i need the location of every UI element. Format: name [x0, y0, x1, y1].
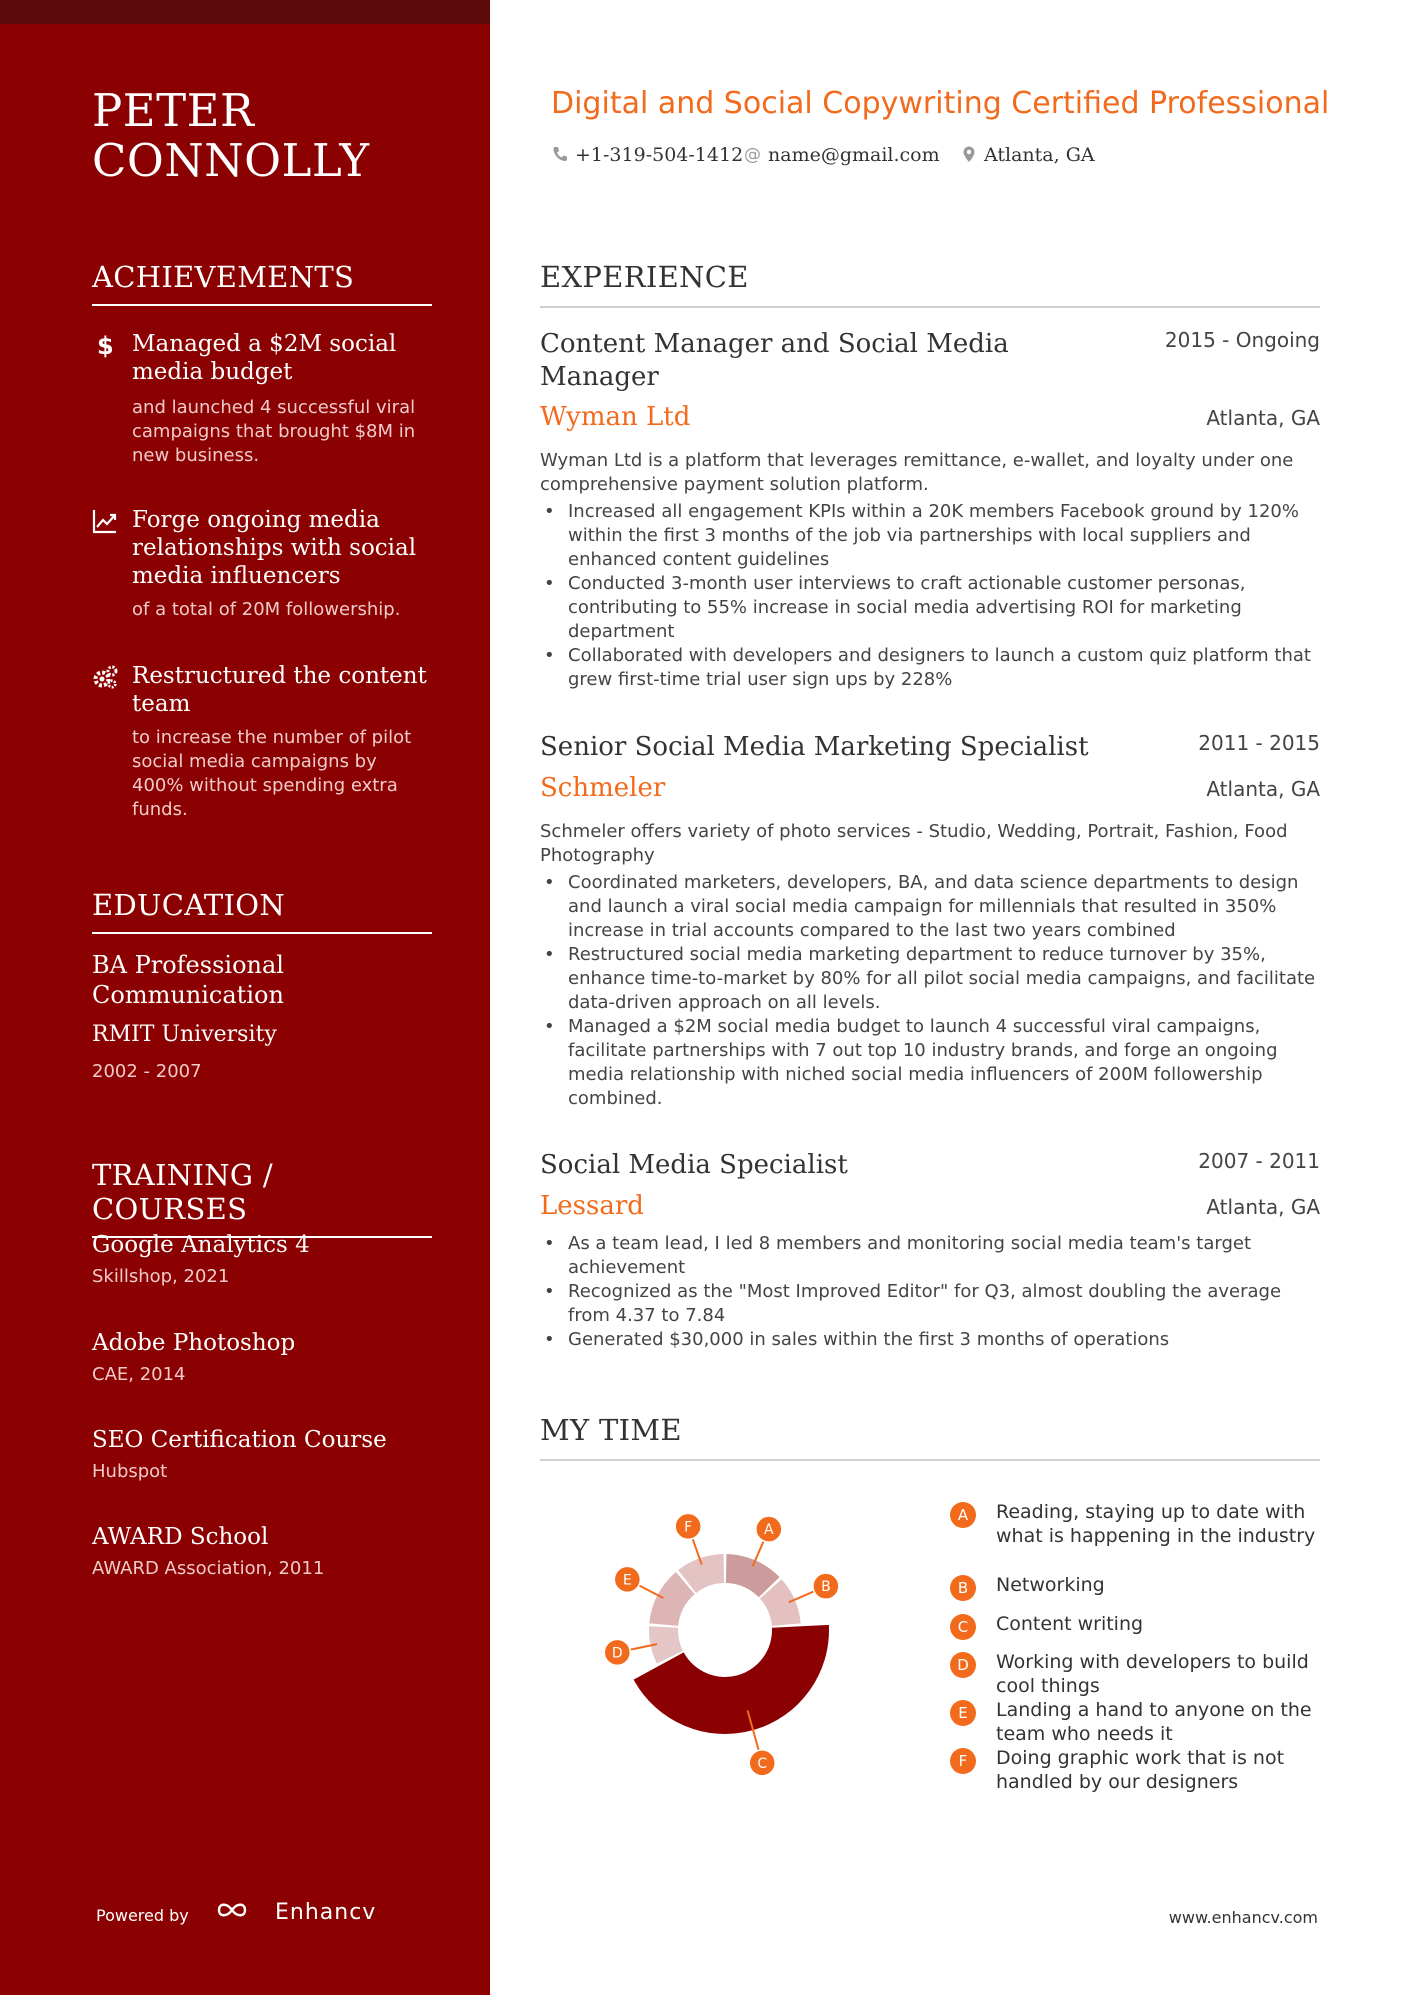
- job-location: Atlanta, GA: [1206, 1195, 1320, 1219]
- contact-email[interactable]: [744, 144, 940, 166]
- legend-badge: C: [950, 1614, 976, 1640]
- course-provider: Hubspot: [92, 1461, 168, 1482]
- achievement-title: Managed a $2M social media budget: [132, 331, 397, 385]
- dollar-icon: [92, 332, 118, 358]
- job-bullet: • Managed a $2M social media budget to launch 4 successful viral campaigns, facilitate partnerships with 7 out top 10 industry brands, and forge an ongoing media relationship with niched social media influencers of 200M followership combined.: [540, 1015, 1320, 1111]
- course-title: SEO Certification Course: [92, 1427, 387, 1453]
- contact-location: [960, 144, 1095, 166]
- gears-icon: [92, 664, 118, 690]
- job-bullet: • As a team lead, I led 8 members and monitoring social media team's target achievement: [540, 1232, 1320, 1280]
- education-title: EDUCATION: [92, 888, 432, 934]
- achievement-title: Forge ongoing media relationships with social media influencers: [132, 507, 417, 589]
- achievement-desc: to increase the number of pilot social media campaigns by 400% without spending extra funds.: [132, 727, 412, 820]
- job-bullet: • Increased all engagement KPIs within a 20K members Facebook ground by 120% within the first 3 months of the job via partnerships with local suppliers and enhanced content guidelines: [540, 500, 1320, 572]
- achievement-title: Restructured the content team: [132, 663, 427, 717]
- job-company: Lessard: [540, 1191, 644, 1221]
- svg-text:@: @: [744, 145, 761, 163]
- job-entry: [540, 1149, 1320, 1359]
- legend-badge: F: [950, 1748, 976, 1774]
- legend-badge: B: [950, 1575, 976, 1601]
- legend-badge: D: [950, 1652, 976, 1678]
- job-description: Schmeler offers variety of photo services - Studio, Wedding, Portrait, Fashion, Food Photography: [540, 821, 1288, 866]
- name-first: PETER: [92, 84, 255, 137]
- donut-badge-label: F: [684, 1519, 693, 1536]
- job-dates: 2015 - Ongoing: [1164, 328, 1320, 352]
- achievement-desc: of a total of 20M followership.: [132, 599, 401, 620]
- contact-phone[interactable]: [551, 144, 743, 166]
- course-provider: AWARD Association, 2011: [92, 1558, 325, 1579]
- donut-badge-label: E: [622, 1572, 632, 1589]
- job-role: Social Media Specialist: [540, 1150, 848, 1180]
- legend-text: Content writing: [996, 1613, 1144, 1635]
- my-time-donut-chart: [560, 1480, 890, 1780]
- enhancv-brand[interactable]: Enhancv: [275, 1900, 377, 1925]
- website-link[interactable]: www.enhancv.com: [1168, 1908, 1318, 1927]
- enhancv-logo-icon: [216, 1898, 248, 1922]
- legend-badge: A: [950, 1502, 976, 1528]
- job-bullet: • Recognized as the "Most Improved Editor" for Q3, almost doubling the average from 4.37 to 7.84: [540, 1280, 1320, 1328]
- job-dates: 2011 - 2015: [1198, 731, 1320, 755]
- job-entry: [540, 731, 1320, 1111]
- job-bullet: • Conducted 3-month user interviews to craft actionable customer personas, contributing to 55% increase in social media advertising ROI for marketing department: [540, 572, 1320, 644]
- my-time-title: MY TIME: [540, 1413, 1320, 1461]
- course-item: [92, 1427, 432, 1482]
- course-title: AWARD School: [92, 1524, 269, 1550]
- legend-text: Networking: [996, 1574, 1105, 1596]
- phone-icon: [551, 145, 569, 163]
- legend-text: Reading, staying up to date with what is happening in the industry: [996, 1501, 1316, 1547]
- course-item: [92, 1524, 432, 1579]
- donut-badge-label: B: [821, 1579, 831, 1596]
- achievement-desc: and launched 4 successful viral campaigns that brought $8M in new business.: [132, 397, 416, 466]
- job-bullet: • Generated $30,000 in sales within the first 3 months of operations: [540, 1328, 1320, 1352]
- legend-text: Working with developers to build cool things: [996, 1651, 1309, 1697]
- job-entry: [540, 328, 1320, 698]
- email-text: name@gmail.com: [768, 144, 940, 166]
- donut-badge-label: D: [611, 1645, 623, 1662]
- job-bullet: • Collaborated with developers and designers to launch a custom quiz platform that grew first-time trial user sign ups by 228%: [540, 644, 1320, 692]
- sidebar-top-band: [0, 0, 490, 24]
- at-icon: [744, 145, 762, 163]
- donut-badge-label: A: [764, 1522, 774, 1539]
- legend-text: Doing graphic work that is not handled by our designers: [996, 1747, 1285, 1793]
- legend-text: Landing a hand to anyone on the team who needs it: [996, 1699, 1312, 1745]
- legend-badge: E: [950, 1700, 976, 1726]
- education-school: RMIT University: [92, 1022, 277, 1047]
- job-bullets: [540, 500, 1320, 692]
- location-pin-icon: [960, 145, 978, 163]
- achievements-title: ACHIEVEMENTS: [92, 260, 432, 306]
- education-section: [92, 888, 432, 1082]
- course-provider: CAE, 2014: [92, 1364, 186, 1385]
- name-last: CONNOLLY: [92, 134, 370, 187]
- job-role: Senior Social Media Marketing Specialist: [540, 732, 1089, 762]
- training-title: TRAINING / COURSES: [92, 1158, 432, 1238]
- course-provider: Skillshop, 2021: [92, 1266, 230, 1287]
- job-bullet: • Restructured social media marketing department to reduce turnover by 35%, enhance time-to-market by 80% for all pilot social media campaigns, and facilitate data-driven approach on all levels.: [540, 943, 1320, 1015]
- job-location: Atlanta, GA: [1206, 406, 1320, 430]
- job-company: Wyman Ltd: [540, 402, 691, 432]
- course-title: Adobe Photoshop: [92, 1330, 296, 1356]
- experience-title: EXPERIENCE: [540, 260, 1320, 308]
- headline: Digital and Social Copywriting Certified Professional: [551, 86, 1330, 121]
- job-dates: 2007 - 2011: [1198, 1149, 1320, 1173]
- job-bullets: [540, 871, 1320, 1111]
- job-company: Schmeler: [540, 773, 666, 803]
- donut-badge-label: C: [757, 1755, 768, 1772]
- job-bullets: [540, 1232, 1320, 1352]
- achievements-section: [92, 260, 432, 820]
- training-section: [92, 1158, 432, 1598]
- svg-text:$: $: [97, 332, 114, 358]
- job-bullet: • Coordinated marketers, developers, BA, and data science departments to design and launch a viral social media campaign for millennials that resulted in 350% increase in trial accounts compared to the last two years combined: [540, 871, 1320, 943]
- course-item: [92, 1232, 432, 1287]
- education-degree: BA Professional Communication: [92, 951, 284, 1009]
- course-title: Google Analytics 4: [92, 1232, 310, 1258]
- education-years: 2002 - 2007: [92, 1061, 202, 1082]
- course-item: [92, 1330, 432, 1385]
- location-text: Atlanta, GA: [984, 144, 1095, 166]
- powered-by-label: Powered by: [96, 1906, 189, 1925]
- job-description: Wyman Ltd is a platform that leverages remittance, e-wallet, and loyalty under one comprehensive payment solution platform.: [540, 450, 1294, 495]
- phone-text: +1-319-504-1412: [575, 144, 744, 166]
- sidebar: [0, 0, 490, 1995]
- job-location: Atlanta, GA: [1206, 777, 1320, 801]
- trend-chart-icon: [92, 508, 118, 534]
- candidate-name: [92, 86, 452, 186]
- job-role: Content Manager and Social Media Manager: [540, 329, 1009, 392]
